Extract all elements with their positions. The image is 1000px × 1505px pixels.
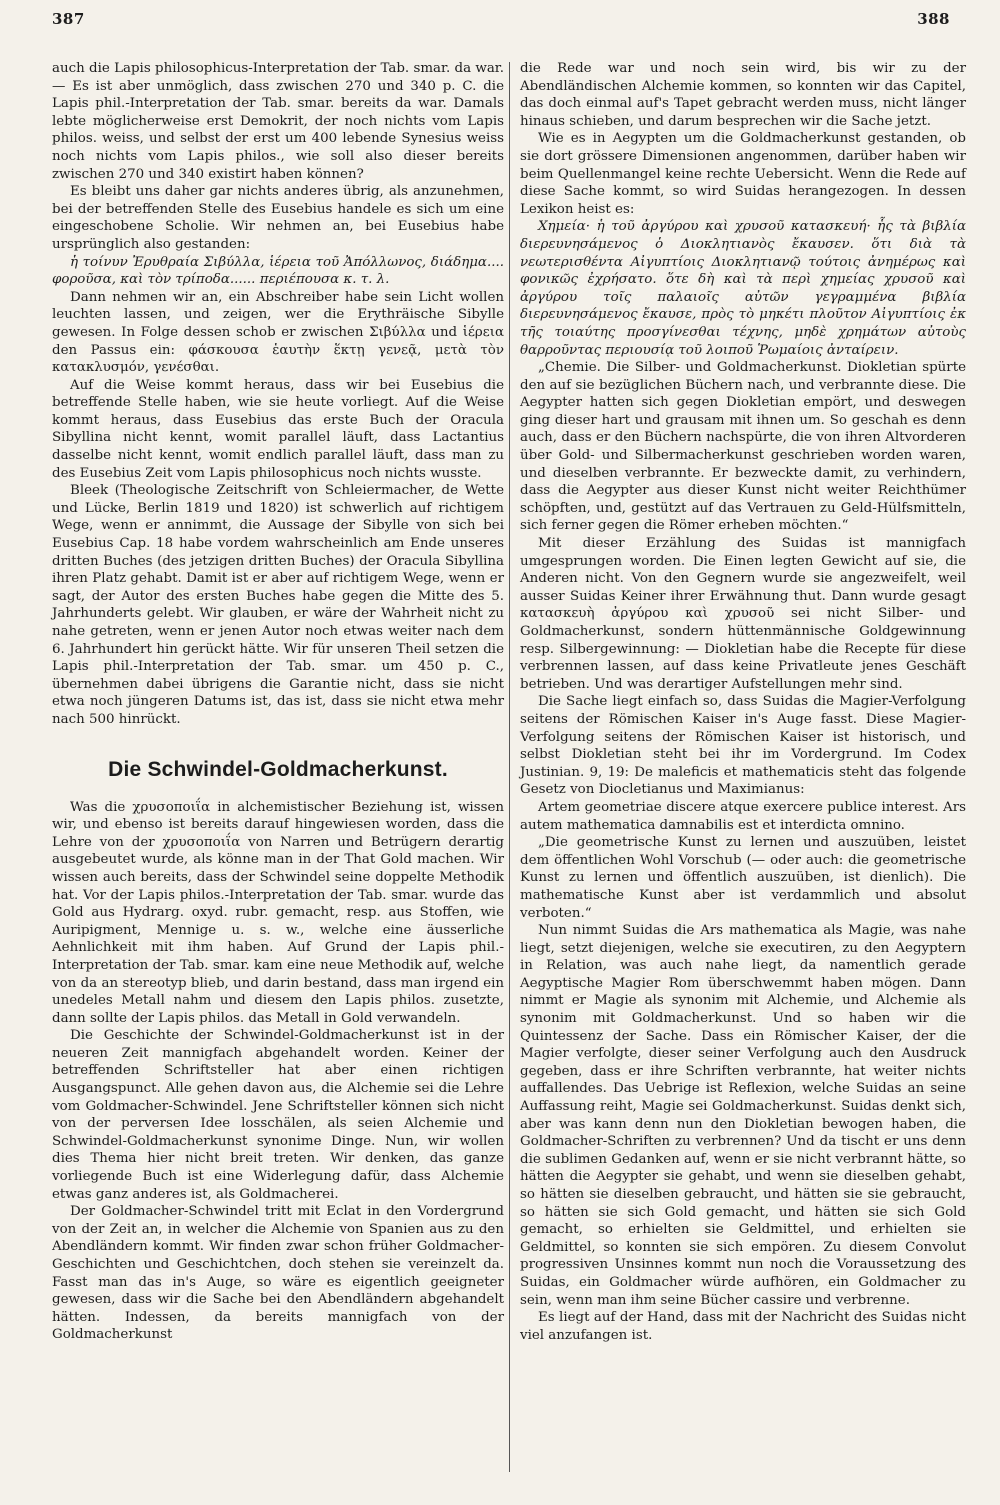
section-heading: Die Schwindel-Goldmacherkunst.: [108, 757, 448, 781]
paragraph: Mit dieser Erzählung des Suidas ist mannigfach umgesprungen worden. Die Einen legten Gewicht auf sie, die Anderen nicht. Von den Gegnern wurde sie angezweifelt, weil ausser Suidas Keiner ihrer Erwähnung thut. Dann wurde gesagt κατασκευὴ ἀργύρου καὶ χρυσοῦ sei nicht Silber- und Goldmacherkunst, sondern hüttenmännische Goldgewinnung resp. Silbergewinnung: — Diokletian habe die Recepte für diese verbrennen lassen, auf dass keine Privatleute jenes Geschäft betrieben. Und was derartiger Aufstellungen mehr sind.: [520, 536, 966, 692]
paragraph: Nun nimmt Suidas die Ars mathematica als Magie, was nahe liegt, setzt diejenigen, welche sie executiren, zu den Aegyptern in Relation, was auch nahe liegt, da namentlich gerade Aegyptische Magier Rom überschwemmt haben mögen. Dann nimmt er Magie als synonim mit Alchemie, und Alchemie als synonim mit Goldmacherkunst. Und so haben wir die Quintessenz der Sache. Dass ein Römischer Kaiser, der die Magier verfolgte, dieser seiner Verfolgung auch den Ausdruck gegeben, dass er ihre Schriften verbrannte, hat weiter nichts auffallendes. Das Uebrige ist Reflexion, welche Suidas an seine Auffassung reiht, Magie sei Goldmacherkunst. Suidas denkt sich, aber was kann denn nun den Diokletian bewogen haben, die Goldmacher-Schriften zu verbrennen? Und da tischt er uns denn die sublimen Gedanken auf, wenn er sie nicht verbrannt hätte, so hätten die Aegypter sie gehabt, und wenn sie dieselben gehabt, so hätten sie dieselben gebraucht, und hätten sie sie gebraucht, so hätten sie sich Gold gemacht, und hätten sie sich Gold gemacht, so erhielten sie Geldmittel, und erhielten sie Geldmittel, so konnten sie sich empören. Zu diesem Convolut progressiven Unsinnes kommt nun noch die Voraussetzung des Suidas, ein Goldmacher würde aufhören, ein Goldmacher zu sein, wenn man ihm seine Bücher cassire und verbrenne.: [520, 923, 966, 1308]
paragraph: Dann nehmen wir an, ein Abschreiber habe sein Licht wollen leuchten lassen, und zeigen, wer die Erythräische Sibylle gewesen. In Folge dessen schob er zwischen Σιβύλλα und ἱέρεια den Passus ein: φάσκουσα ἑαυτὴν ἕκτῃ γενεᾷ, μετὰ τὸν κατακλυσμόν, γενέσθαι.: [52, 289, 504, 376]
paragraph: Es bleibt uns daher gar nichts anderes übrig, als anzunehmen, bei der betreffenden Stelle des Eusebius handele es sich um eine eingeschobene Scholie. Wir nehmen an, bei Eusebius habe ursprünglich also gestanden:: [52, 184, 504, 252]
paragraph: Es liegt auf der Hand, dass mit der Nachricht des Suidas nicht viel anzufangen ist.: [520, 1310, 966, 1343]
paragraph: auch die Lapis philosophicus-Interpretation der Tab. smar. da war. — Es ist aber unmöglich, dass zwischen 270 und 340 p. C. die Lapis phil.-Interpretation der Tab. smar. bereits da war. Damals lebte möglicherweise erst Demokrit, der noch nichts vom Lapis philos. weiss, und selbst der erst um 400 lebende Synesius weiss noch nichts vom Lapis philos., wie soll also dieser bereits zwischen 270 und 340 existirt haben können?: [52, 61, 504, 182]
paragraph: die Rede war und noch sein wird, bis wir zu der Abendländischen Alchemie kommen, so konnten wir das Capitel, das doch einmal auf's Tapet gebracht werden muss, nicht länger hinaus schieben, und darum besprechen wir die Sache jetzt.: [520, 61, 966, 129]
page-number-right: 388: [917, 10, 950, 28]
right-column: [520, 60, 966, 1344]
paragraph: Was die χρυσοποιΐα in alchemistischer Beziehung ist, wissen wir, und ebenso ist bereits darauf hingewiesen worden, dass die Lehre von der χρυσοποιΐα von Narren und Betrügern derartig ausgebeutet wurde, als könne man in der That Gold machen. Wir wissen auch bereits, dass der Schwindel seine doppelte Methodik hat. Vor der Lapis philos.-Interpretation der Tab. smar. wurde das Gold aus Hydrarg. oxyd. rubr. gemacht, resp. aus Stoffen, wie Auripigment, Mennige u. s. w., welche eine äusserliche Aehnlichkeit mit ihm haben. Auf Grund der Lapis phil.-Interpretation der Tab. smar. kam eine neue Methodik auf, welche von da an stereotyp blieb, und darin bestand, dass man irgend ein unedeles Metall nahm und diesem den Lapis philos. zusetzte, dann sollte der Lapis philos. das Metall in Gold verwandeln.: [52, 799, 504, 1026]
column-divider: [509, 62, 510, 1472]
paragraph: „Die geometrische Kunst zu lernen und auszuüben, leistet dem öffentlichen Wohl Vorschub (— oder auch: die geometrische Kunst zu lernen und öffentlich auszuüben, ist dienlich). Die mathematische Kunst aber ist verdammlich und absolut verboten.“: [520, 835, 966, 921]
latin-quotation: Artem geometriae discere atque exercere publice interest. Ars autem mathematica damnabilis est et interdicta omnino.: [520, 799, 966, 833]
paragraph: Bleek (Theologische Zeitschrift von Schleiermacher, de Wette und Lücke, Berlin 1819 und 1820) ist schwerlich auf richtigem Wege, wenn er annimmt, die Aussage der Sibylle von sich bei Eusebius Cap. 18 habe vordem wahrscheinlich am Ende unseres dritten Buches (des jetzigen dritten Buches) der Oracula Sibyllina ihren Platz gehabt. Damit ist er aber auf richtigem Wege, wenn er sagt, der Autor des ersten Buches habe gegen die Mitte des 5. Jahrhunderts gelebt. Wir glauben, er wäre der Wahrheit nicht zu nahe getreten, wenn er jenen Autor noch etwas weiter nach dem 6. Jahrhundert hin gerückt hätte. Wir für unseren Theil setzen die Lapis phil.-Interpretation der Tab. smar. um 450 p. C., übernehmen dabei übrigens die Garantie nicht, dass sie nicht etwa noch jüngeren Datums ist, das ist, dass sie nicht etwa mehr nach 500 hinrückt.: [52, 483, 504, 727]
page-number-left: 387: [52, 10, 85, 28]
paragraph: Auf die Weise kommt heraus, dass wir bei Eusebius die betreffende Stelle haben, wie sie heute vorliegt. Auf die Weise kommt heraus, dass Eusebius das erste Buch der Oracula Sibyllina nicht kennt, womit parallel läuft, dass Lactantius dasselbe nicht kennt, womit endlich parallel läuft, dass man zu des Eusebius Zeit vom Lapis philosophicus noch nichts wusste.: [52, 377, 504, 481]
paragraph: Wie es in Aegypten um die Goldmacherkunst gestanden, ob sie dort grössere Dimensionen angenommen, darüber haben wir beim Quellenmangel keine rechte Uebersicht. Wenn die Rede auf diese Sache kommt, so wird Suidas herangezogen. In dessen Lexikon heist es:: [520, 131, 966, 217]
paragraph: Die Geschichte der Schwindel-Goldmacherkunst ist in der neueren Zeit mannigfach abgehandelt worden. Keiner der betreffenden Schriftsteller hat aber einen richtigen Ausgangspunct. Alle gehen davon aus, die Alchemie sei die Lehre vom Goldmacher-Schwindel. Jene Schriftsteller können sich nicht von der perversen Idee losschälen, als seien Alchemie und Schwindel-Goldmacherkunst synonime Dinge. Nun, wir wollen dies Thema hier nicht breit treten. Wir denken, das ganze vorliegende Buch ist eine Widerlegung dafür, dass Alchemie etwas ganz anderes ist, als Goldmacherei.: [52, 1028, 504, 1202]
greek-quotation: ἡ τοίνυν Ἐρυθραία Σιβύλλα, ἱέρεια τοῦ Ἀπόλλωνος, διάδημα.... φοροῦσα, καὶ τὸν τρίποδα...... περιέπουσα κ. τ. λ.: [52, 254, 504, 288]
paragraph: Die Sache liegt einfach so, dass Suidas die Magier-Verfolgung seitens der Römischen Kaiser in's Auge fasst. Diese Magier-Verfolgung seitens der Römischen Kaiser ist historisch, und selbst Diokletian steht bei ihr im Vordergrund. Im Codex Justinian. 9, 19: De maleficis et mathematicis steht das folgende Gesetz von Diocletianus und Maximianus:: [520, 694, 966, 798]
paragraph: „Chemie. Die Silber- und Goldmacherkunst. Diokletian spürte den auf sie bezüglichen Büchern nach, und verbrannte diese. Die Aegypter hatten sich gegen Diokletian empört, und deswegen ging dieser hart und grausam mit ihnen um. So geschah es denn auch, dass er den Büchern nachspürte, die von ihren Altvorderen über Gold- und Silbermacherkunst geschrieben worden waren, und dieselben verbrannte. Er bezweckte damit, zu verhindern, dass die Aegypter aus dieser Kunst nicht weiter Reichthümer schöpften, und, gestützt auf das Vertrauen zu Geld-Hülfsmitteln, sich ferner gegen die Römer erheben möchten.“: [520, 360, 966, 534]
greek-quotation: Χημεία· ἡ τοῦ ἀργύρου καὶ χρυσοῦ κατασκευή· ἧς τὰ βιβλία διερευνησάμενος ὁ Διοκλητιανὸς ἔκαυσεν. ὅτι διὰ τὰ νεωτερισθέντα Αἰγυπτίοις Διοκλητιανῷ τούτοις ἀνημέρως καὶ φονικῶς ἐχρήσατο. ὅτε δὴ καὶ τὰ περὶ χημείας χρυσοῦ καὶ ἀργύρου τοῖς παλαιοῖς αὐτῶν γεγραμμένα βιβλία διερευνησάμενος ἔκαυσε, πρὸς τὸ μηκέτι πλοῦτον Αἰγυπτίοις ἐκ τῆς τοιαύτης προσγίνεσθαι τέχνης, μηδὲ χρημάτων αὐτοὺς θαρροῦντας περιουσίᾳ τοῦ λοιποῦ Ῥωμαίοις ἀνταίρειν.: [520, 219, 966, 358]
left-column: [52, 60, 504, 1344]
paragraph: Der Goldmacher-Schwindel tritt mit Eclat in den Vordergrund von der Zeit an, in welcher die Alchemie von Spanien aus zu den Abendländern kommt. Wir finden zwar schon früher Goldmacher-Geschichten und Geschichtchen, doch stehen sie vereinzelt da. Fasst man das in's Auge, so wäre es eigentlich geeigneter gewesen, dass wir die Sache bei den Abendländern abgehandelt hätten. Indessen, da bereits mannigfach von der Goldmacherkunst: [52, 1204, 504, 1343]
